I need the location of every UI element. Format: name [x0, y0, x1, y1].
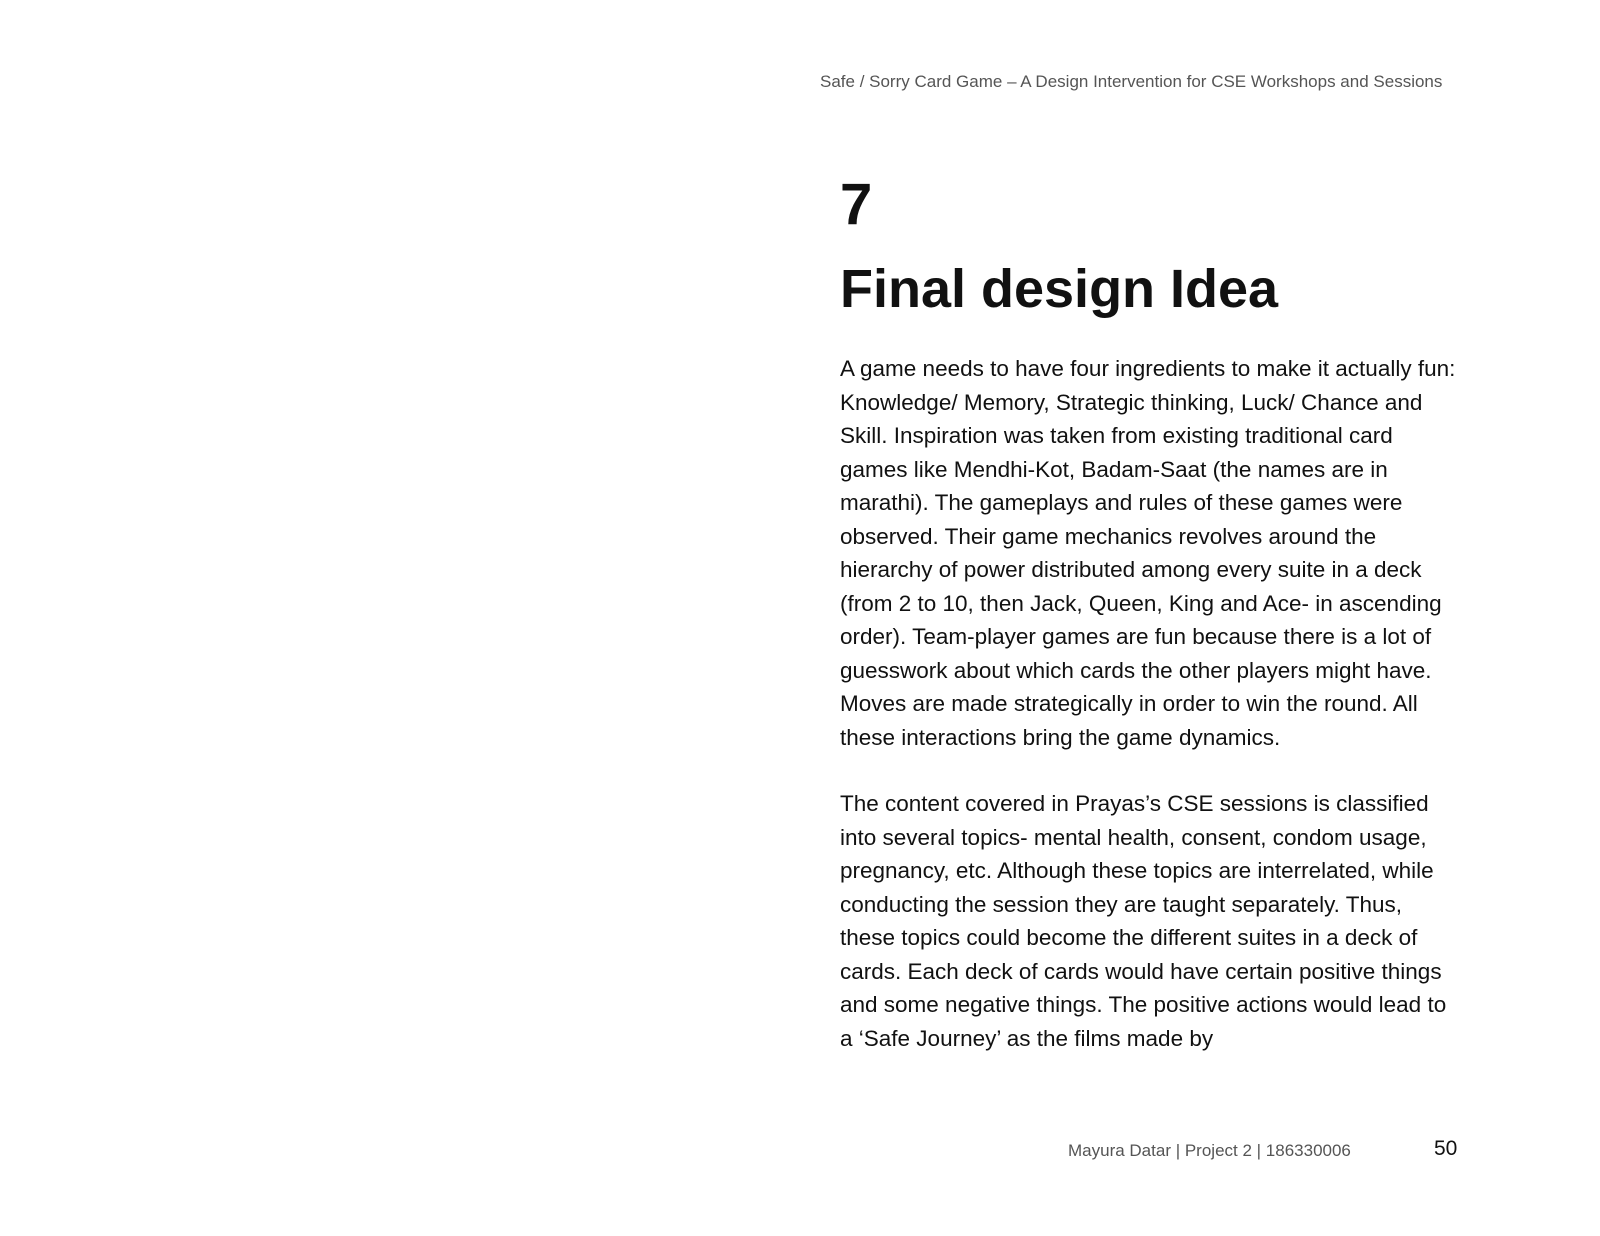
chapter-number: 7: [840, 172, 873, 237]
body-paragraph-1: A game needs to have four ingredients to make it actually fun: Knowledge/ Memory, Strategic thinking, Luck/ Chance and Skill. Inspiration was taken from existing traditional card games like Mendhi-Kot, Badam-Saat (the names are in marathi). The gameplays and rules of these games were observed. Their game mechanics revolves around the hierarchy of power distributed among every suite in a deck (from 2 to 10, then Jack, Queen, King and Ace- in ascending order). Team-player games are fun because there is a lot of guesswork about which cards the other players might have. Moves are made strategically in order to win the round. All these interactions bring the game dynamics.: [840, 356, 1456, 750]
page-number: 50: [1434, 1137, 1458, 1160]
running-header: Safe / Sorry Card Game – A Design Intervention for CSE Workshops and Sessions: [820, 72, 1443, 91]
body-text: [840, 352, 1462, 1088]
body-paragraph-2: The content covered in Prayas’s CSE sessions is classified into several topics- mental health, consent, condom usage, pregnancy, etc. Although these topics are interrelated, while conducting the session they are taught separately. Thus, these topics could become the different suites in a deck of cards. Each deck of cards would have certain positive things and some negative things. The positive actions would lead to a ‘Safe Journey’ as the films made by: [840, 791, 1447, 1051]
chapter-title: Final design Idea: [840, 259, 1279, 319]
footer-credit: Mayura Datar | Project 2 | 186330006: [1068, 1141, 1351, 1160]
